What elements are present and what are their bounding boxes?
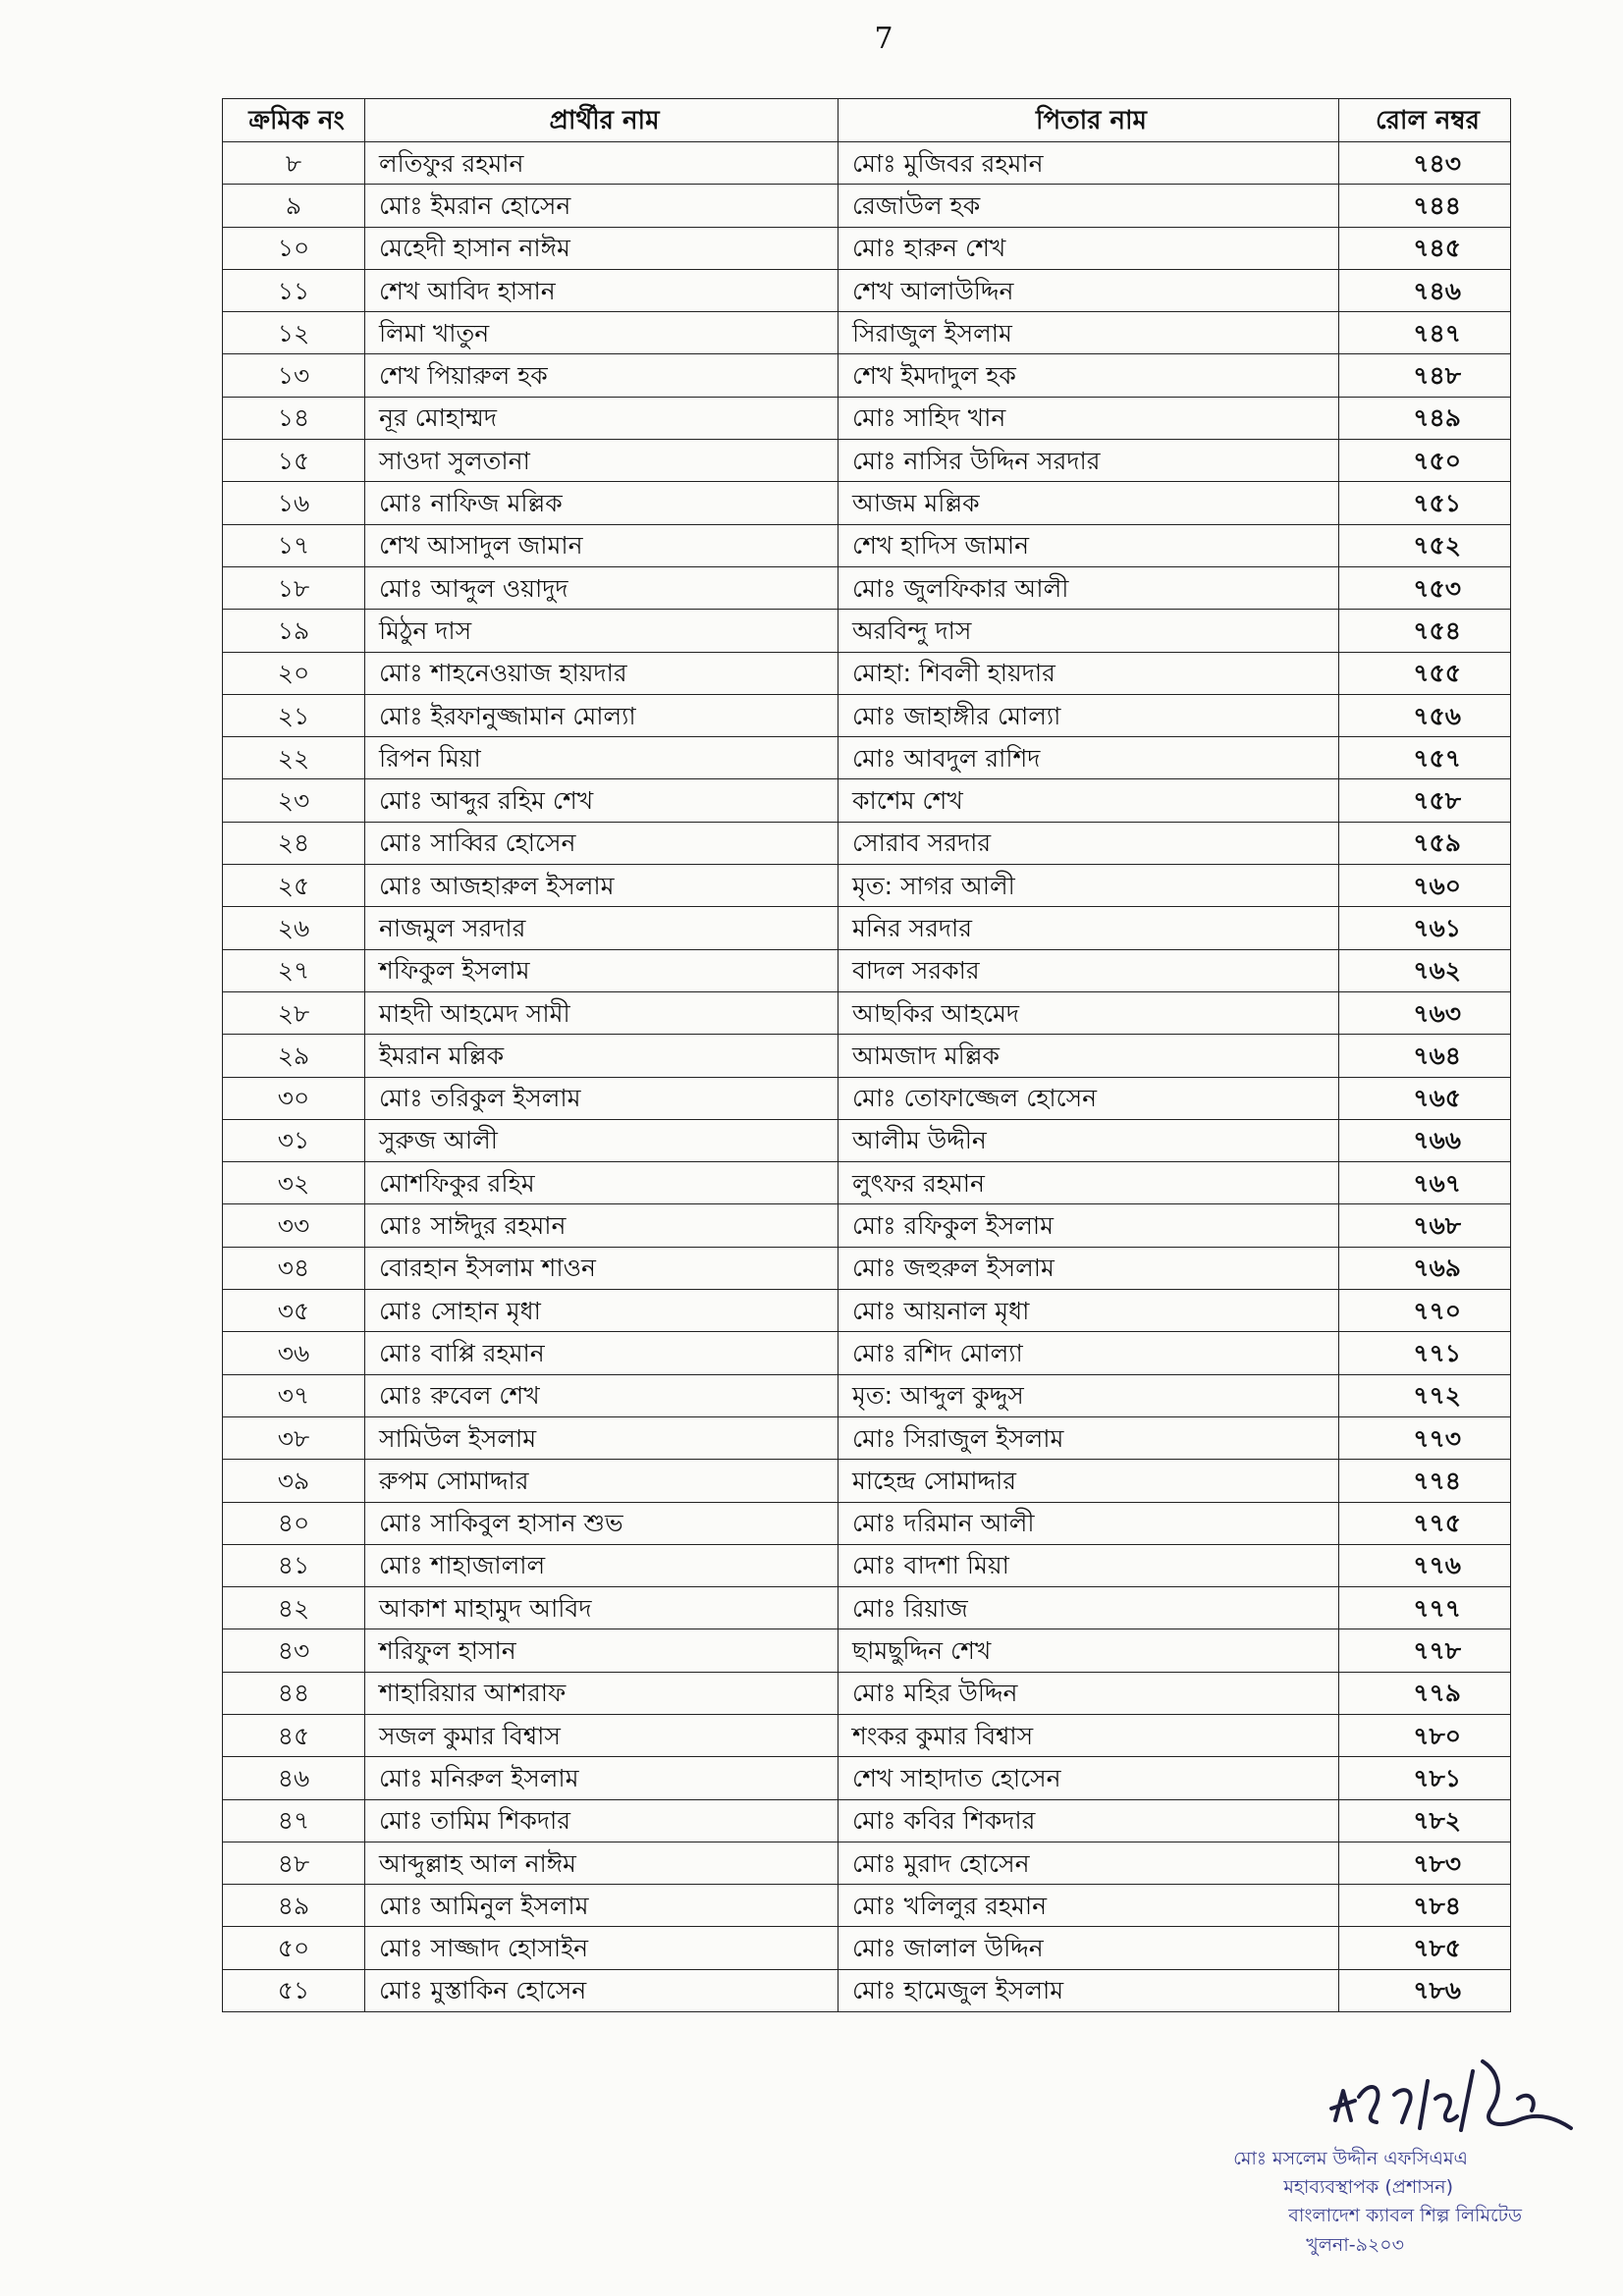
father-name-cell: মোহা: শিবলী হায়দার [839, 652, 1339, 694]
serial-cell: ২৭ [223, 949, 365, 991]
father-name-cell: মৃত: আব্দুল কুদ্দুস [839, 1374, 1339, 1416]
candidate-name-cell: মেহেদী হাসান নাঈম [365, 227, 839, 269]
roll-number-cell: ৭৫৪ [1339, 610, 1511, 652]
candidate-name-cell: সাওদা সুলতানা [365, 440, 839, 482]
father-name-cell: মোঃ দরিমান আলী [839, 1502, 1339, 1544]
serial-cell: ৪৯ [223, 1885, 365, 1927]
candidate-name-cell: মোঃ মনিরুল ইসলাম [365, 1757, 839, 1799]
roll-number-cell: ৭৬৭ [1339, 1162, 1511, 1204]
roll-number-cell: ৭৭৭ [1339, 1587, 1511, 1629]
header-candidate-name: প্রার্থীর নাম [365, 99, 839, 142]
table-row [223, 1035, 1511, 1077]
roll-number-cell: ৭৮৪ [1339, 1885, 1511, 1927]
candidate-name-cell: মোশফিকুর রহিম [365, 1162, 839, 1204]
serial-cell: ১৫ [223, 440, 365, 482]
serial-cell: ১৪ [223, 397, 365, 439]
signatory-location: খুলনা-৯২০৩ [1306, 2234, 1404, 2256]
signatory-designation: মহাব্যবস্থাপক (প্রশাসন) [1283, 2176, 1453, 2198]
father-name-cell: মোঃ সাহিদ খান [839, 397, 1339, 439]
candidate-name-cell: নাজমুল সরদার [365, 907, 839, 949]
father-name-cell: ছামছুদ্দিন শেখ [839, 1629, 1339, 1672]
candidate-name-cell: মোঃ মুস্তাকিন হোসেন [365, 1969, 839, 2011]
table-row [223, 354, 1511, 397]
roll-number-cell: ৭৫৭ [1339, 737, 1511, 779]
father-name-cell: মোঃ জাহাঙ্গীর মোল্যা [839, 694, 1339, 736]
roll-number-cell: ৭৪৭ [1339, 312, 1511, 354]
candidate-name-cell: মোঃ নাফিজ মল্লিক [365, 482, 839, 524]
table-row [223, 949, 1511, 991]
serial-cell: ৪১ [223, 1544, 365, 1586]
roll-number-cell: ৭৮২ [1339, 1799, 1511, 1842]
serial-cell: ২২ [223, 737, 365, 779]
serial-cell: ৮ [223, 142, 365, 185]
father-name-cell: শেখ হাদিস জামান [839, 524, 1339, 566]
roll-number-cell: ৭৫৯ [1339, 822, 1511, 864]
candidate-table [222, 98, 1511, 2012]
table-row [223, 269, 1511, 311]
father-name-cell: মোঃ খলিলুর রহমান [839, 1885, 1339, 1927]
candidate-name-cell: শরিফুল হাসান [365, 1629, 839, 1672]
signatory-name: মোঃ মসলেম উদ্দীন এফসিএমএ [1233, 2148, 1468, 2169]
father-name-cell: সোরাব সরদার [839, 822, 1339, 864]
father-name-cell: মৃত: সাগর আলী [839, 865, 1339, 907]
roll-number-cell: ৭৮৫ [1339, 1927, 1511, 1969]
table-row [223, 1374, 1511, 1416]
serial-cell: ৪৭ [223, 1799, 365, 1842]
serial-cell: ১৭ [223, 524, 365, 566]
candidate-name-cell: সুরুজ আলী [365, 1119, 839, 1161]
serial-cell: ৫০ [223, 1927, 365, 1969]
serial-cell: ৩৪ [223, 1247, 365, 1289]
candidate-name-cell: শফিকুল ইসলাম [365, 949, 839, 991]
father-name-cell: সিরাজুল ইসলাম [839, 312, 1339, 354]
candidate-name-cell: নূর মোহাম্মদ [365, 397, 839, 439]
serial-cell: ২১ [223, 694, 365, 736]
candidate-name-cell: মোঃ আমিনুল ইসলাম [365, 1885, 839, 1927]
table-row [223, 1290, 1511, 1332]
table-row [223, 610, 1511, 652]
table-row [223, 1247, 1511, 1289]
father-name-cell: আছকির আহমেদ [839, 991, 1339, 1034]
father-name-cell: মোঃ মুজিবর রহমান [839, 142, 1339, 185]
roll-number-cell: ৭৬০ [1339, 865, 1511, 907]
father-name-cell: মোঃ বাদশা মিয়া [839, 1544, 1339, 1586]
serial-cell: ২৪ [223, 822, 365, 864]
father-name-cell: আমজাদ মল্লিক [839, 1035, 1339, 1077]
roll-number-cell: ৭৪৮ [1339, 354, 1511, 397]
candidate-name-cell: মোঃ তামিম শিকদার [365, 1799, 839, 1842]
serial-cell: ২৩ [223, 779, 365, 822]
candidate-name-cell: বোরহান ইসলাম শাওন [365, 1247, 839, 1289]
table-row [223, 482, 1511, 524]
table-row [223, 1757, 1511, 1799]
serial-cell: ৪২ [223, 1587, 365, 1629]
roll-number-cell: ৭৮৩ [1339, 1842, 1511, 1884]
serial-cell: ১৯ [223, 610, 365, 652]
serial-cell: ২৫ [223, 865, 365, 907]
candidate-name-cell: মোঃ ইমরান হোসেন [365, 185, 839, 227]
father-name-cell: লুৎফর রহমান [839, 1162, 1339, 1204]
father-name-cell: মোঃ মুরাদ হোসেন [839, 1842, 1339, 1884]
table-row [223, 907, 1511, 949]
father-name-cell: মোঃ আয়নাল মৃধা [839, 1290, 1339, 1332]
roll-number-cell: ৭৭৫ [1339, 1502, 1511, 1544]
serial-cell: ৩২ [223, 1162, 365, 1204]
candidate-name-cell: মোঃ সাকিবুল হাসান শুভ [365, 1502, 839, 1544]
roll-number-cell: ৭৪৪ [1339, 185, 1511, 227]
header-roll-number: রোল নম্বর [1339, 99, 1511, 142]
table-row [223, 1162, 1511, 1204]
serial-cell: ২৯ [223, 1035, 365, 1077]
father-name-cell: শেখ সাহাদাত হোসেন [839, 1757, 1339, 1799]
table-row [223, 779, 1511, 822]
serial-cell: ৪৬ [223, 1757, 365, 1799]
serial-cell: ১৮ [223, 566, 365, 609]
table-row [223, 1416, 1511, 1459]
roll-number-cell: ৭৬৫ [1339, 1077, 1511, 1119]
table-row [223, 1672, 1511, 1714]
father-name-cell: শেখ ইমদাদুল হক [839, 354, 1339, 397]
serial-cell: ২৮ [223, 991, 365, 1034]
table-row [223, 1077, 1511, 1119]
roll-number-cell: ৭৫৫ [1339, 652, 1511, 694]
table-row [223, 1119, 1511, 1161]
father-name-cell: শেখ আলাউদ্দিন [839, 269, 1339, 311]
candidate-name-cell: মোঃ সোহান মৃধা [365, 1290, 839, 1332]
roll-number-cell: ৭৮৬ [1339, 1969, 1511, 2011]
roll-number-cell: ৭৫৩ [1339, 566, 1511, 609]
candidate-name-cell: মিঠুন দাস [365, 610, 839, 652]
father-name-cell: মোঃ আবদুল রাশিদ [839, 737, 1339, 779]
candidate-name-cell: সজল কুমার বিশ্বাস [365, 1714, 839, 1756]
table-row [223, 1204, 1511, 1247]
father-name-cell: আজম মল্লিক [839, 482, 1339, 524]
handwritten-signature [1325, 2052, 1600, 2150]
father-name-cell: শংকর কুমার বিশ্বাস [839, 1714, 1339, 1756]
father-name-cell: বাদল সরকার [839, 949, 1339, 991]
table-row [223, 1502, 1511, 1544]
table-row [223, 991, 1511, 1034]
table-row [223, 1714, 1511, 1756]
table-row [223, 524, 1511, 566]
father-name-cell: মোঃ মহির উদ্দিন [839, 1672, 1339, 1714]
father-name-cell: মোঃ জুলফিকার আলী [839, 566, 1339, 609]
father-name-cell: মোঃ সিরাজুল ইসলাম [839, 1416, 1339, 1459]
serial-cell: ৯ [223, 185, 365, 227]
header-serial: ক্রমিক নং [223, 99, 365, 142]
candidate-name-cell: মোঃ আব্দুল ওয়াদুদ [365, 566, 839, 609]
father-name-cell: মোঃ জালাল উদ্দিন [839, 1927, 1339, 1969]
roll-number-cell: ৭৬১ [1339, 907, 1511, 949]
candidate-name-cell: শাহারিয়ার আশরাফ [365, 1672, 839, 1714]
candidate-name-cell: মোঃ সাজ্জাদ হোসাইন [365, 1927, 839, 1969]
father-name-cell: মোঃ তোফাজ্জেল হোসেন [839, 1077, 1339, 1119]
table-row [223, 440, 1511, 482]
serial-cell: ৩৯ [223, 1460, 365, 1502]
roll-number-cell: ৭৭৪ [1339, 1460, 1511, 1502]
table-row [223, 142, 1511, 185]
roll-number-cell: ৭৪৯ [1339, 397, 1511, 439]
roll-number-cell: ৭৬৩ [1339, 991, 1511, 1034]
table-row [223, 227, 1511, 269]
table-row [223, 397, 1511, 439]
roll-number-cell: ৭৬৮ [1339, 1204, 1511, 1247]
candidate-name-cell: শেখ পিয়ারুল হক [365, 354, 839, 397]
candidate-name-cell: লতিফুর রহমান [365, 142, 839, 185]
roll-number-cell: ৭৭৬ [1339, 1544, 1511, 1586]
roll-number-cell: ৭৭৩ [1339, 1416, 1511, 1459]
father-name-cell: মনির সরদার [839, 907, 1339, 949]
table-row [223, 1799, 1511, 1842]
serial-cell: ২৬ [223, 907, 365, 949]
candidate-name-cell: আব্দুল্লাহ আল নাঈম [365, 1842, 839, 1884]
candidate-name-cell: রুপম সোমাদ্দার [365, 1460, 839, 1502]
roll-number-cell: ৭৬৬ [1339, 1119, 1511, 1161]
father-name-cell: মোঃ হারুন শেখ [839, 227, 1339, 269]
father-name-cell: মোঃ রশিদ মোল্যা [839, 1332, 1339, 1374]
serial-cell: ৩৭ [223, 1374, 365, 1416]
father-name-cell: মোঃ হামেজুল ইসলাম [839, 1969, 1339, 2011]
table-row [223, 1544, 1511, 1586]
serial-cell: ৪৩ [223, 1629, 365, 1672]
roll-number-cell: ৭৭৯ [1339, 1672, 1511, 1714]
roll-number-cell: ৭৫৮ [1339, 779, 1511, 822]
table-row [223, 652, 1511, 694]
candidate-name-cell: মোঃ আজহারুল ইসলাম [365, 865, 839, 907]
roll-number-cell: ৭৮১ [1339, 1757, 1511, 1799]
table-row [223, 566, 1511, 609]
father-name-cell: কাশেম শেখ [839, 779, 1339, 822]
table-row [223, 1927, 1511, 1969]
table-row [223, 1332, 1511, 1374]
page-number: 7 [874, 22, 893, 56]
father-name-cell: মোঃ রফিকুল ইসলাম [839, 1204, 1339, 1247]
header-father-name: পিতার নাম [839, 99, 1339, 142]
serial-cell: ১১ [223, 269, 365, 311]
table-row [223, 1969, 1511, 2011]
roll-number-cell: ৭৪৩ [1339, 142, 1511, 185]
candidate-name-cell: মাহদী আহমেদ সামী [365, 991, 839, 1034]
candidate-name-cell: মোঃ বাপ্পি রহমান [365, 1332, 839, 1374]
serial-cell: ৫১ [223, 1969, 365, 2011]
serial-cell: ১৩ [223, 354, 365, 397]
roll-number-cell: ৭৭২ [1339, 1374, 1511, 1416]
serial-cell: ৩১ [223, 1119, 365, 1161]
candidate-name-cell: মোঃ তরিকুল ইসলাম [365, 1077, 839, 1119]
table-row [223, 737, 1511, 779]
signature-block [1178, 2052, 1591, 2287]
roll-number-cell: ৭৮০ [1339, 1714, 1511, 1756]
father-name-cell: আলীম উদ্দীন [839, 1119, 1339, 1161]
father-name-cell: মোঃ নাসির উদ্দিন সরদার [839, 440, 1339, 482]
roll-number-cell: ৭৭১ [1339, 1332, 1511, 1374]
serial-cell: ৩৩ [223, 1204, 365, 1247]
father-name-cell: রেজাউল হক [839, 185, 1339, 227]
table-header-row [223, 99, 1511, 142]
serial-cell: ১২ [223, 312, 365, 354]
candidate-name-cell: সামিউল ইসলাম [365, 1416, 839, 1459]
table-row [223, 1842, 1511, 1884]
serial-cell: ৩০ [223, 1077, 365, 1119]
candidate-name-cell: মোঃ সাঈদুর রহমান [365, 1204, 839, 1247]
table-row [223, 1629, 1511, 1672]
candidate-name-cell: আকাশ মাহামুদ আবিদ [365, 1587, 839, 1629]
table-row [223, 312, 1511, 354]
roll-number-cell: ৭৫০ [1339, 440, 1511, 482]
serial-cell: ৩৮ [223, 1416, 365, 1459]
candidate-name-cell: মোঃ শাহাজালাল [365, 1544, 839, 1586]
table-row [223, 822, 1511, 864]
serial-cell: ২০ [223, 652, 365, 694]
serial-cell: ৪৫ [223, 1714, 365, 1756]
candidate-name-cell: মোঃ শাহনেওয়াজ হায়দার [365, 652, 839, 694]
roll-number-cell: ৭৪৫ [1339, 227, 1511, 269]
table-row [223, 1460, 1511, 1502]
serial-cell: ১০ [223, 227, 365, 269]
candidate-name-cell: মোঃ ইরফানুজ্জামান মোল্যা [365, 694, 839, 736]
roll-number-cell: ৭৬৪ [1339, 1035, 1511, 1077]
roll-number-cell: ৭৭০ [1339, 1290, 1511, 1332]
father-name-cell: মোঃ রিয়াজ [839, 1587, 1339, 1629]
father-name-cell: মাহেন্দ্র সোমাদ্দার [839, 1460, 1339, 1502]
serial-cell: ৩৫ [223, 1290, 365, 1332]
candidate-name-cell: মোঃ আব্দুর রহিম শেখ [365, 779, 839, 822]
table-row [223, 1885, 1511, 1927]
candidate-name-cell: মোঃ রুবেল শেখ [365, 1374, 839, 1416]
roll-number-cell: ৭৪৬ [1339, 269, 1511, 311]
serial-cell: ১৬ [223, 482, 365, 524]
table-row [223, 865, 1511, 907]
candidate-name-cell: ইমরান মল্লিক [365, 1035, 839, 1077]
roll-number-cell: ৭৫২ [1339, 524, 1511, 566]
table-row [223, 694, 1511, 736]
father-name-cell: অরবিন্দু দাস [839, 610, 1339, 652]
roll-number-cell: ৭৬৯ [1339, 1247, 1511, 1289]
roll-number-cell: ৭৫৬ [1339, 694, 1511, 736]
candidate-name-cell: শেখ আসাদুল জামান [365, 524, 839, 566]
serial-cell: ৪০ [223, 1502, 365, 1544]
roll-number-cell: ৭৫১ [1339, 482, 1511, 524]
serial-cell: ৪৮ [223, 1842, 365, 1884]
candidate-name-cell: শেখ আবিদ হাসান [365, 269, 839, 311]
serial-cell: ৪৪ [223, 1672, 365, 1714]
signatory-organization: বাংলাদেশ ক্যাবল শিল্প লিমিটেড [1288, 2205, 1522, 2226]
candidate-name-cell: লিমা খাতুন [365, 312, 839, 354]
table-row [223, 1587, 1511, 1629]
candidate-name-cell: রিপন মিয়া [365, 737, 839, 779]
roll-number-cell: ৭৬২ [1339, 949, 1511, 991]
serial-cell: ৩৬ [223, 1332, 365, 1374]
father-name-cell: মোঃ কবির শিকদার [839, 1799, 1339, 1842]
candidate-name-cell: মোঃ সাব্বির হোসেন [365, 822, 839, 864]
father-name-cell: মোঃ জহুরুল ইসলাম [839, 1247, 1339, 1289]
table-row [223, 185, 1511, 227]
roll-number-cell: ৭৭৮ [1339, 1629, 1511, 1672]
table-body [223, 142, 1511, 2012]
